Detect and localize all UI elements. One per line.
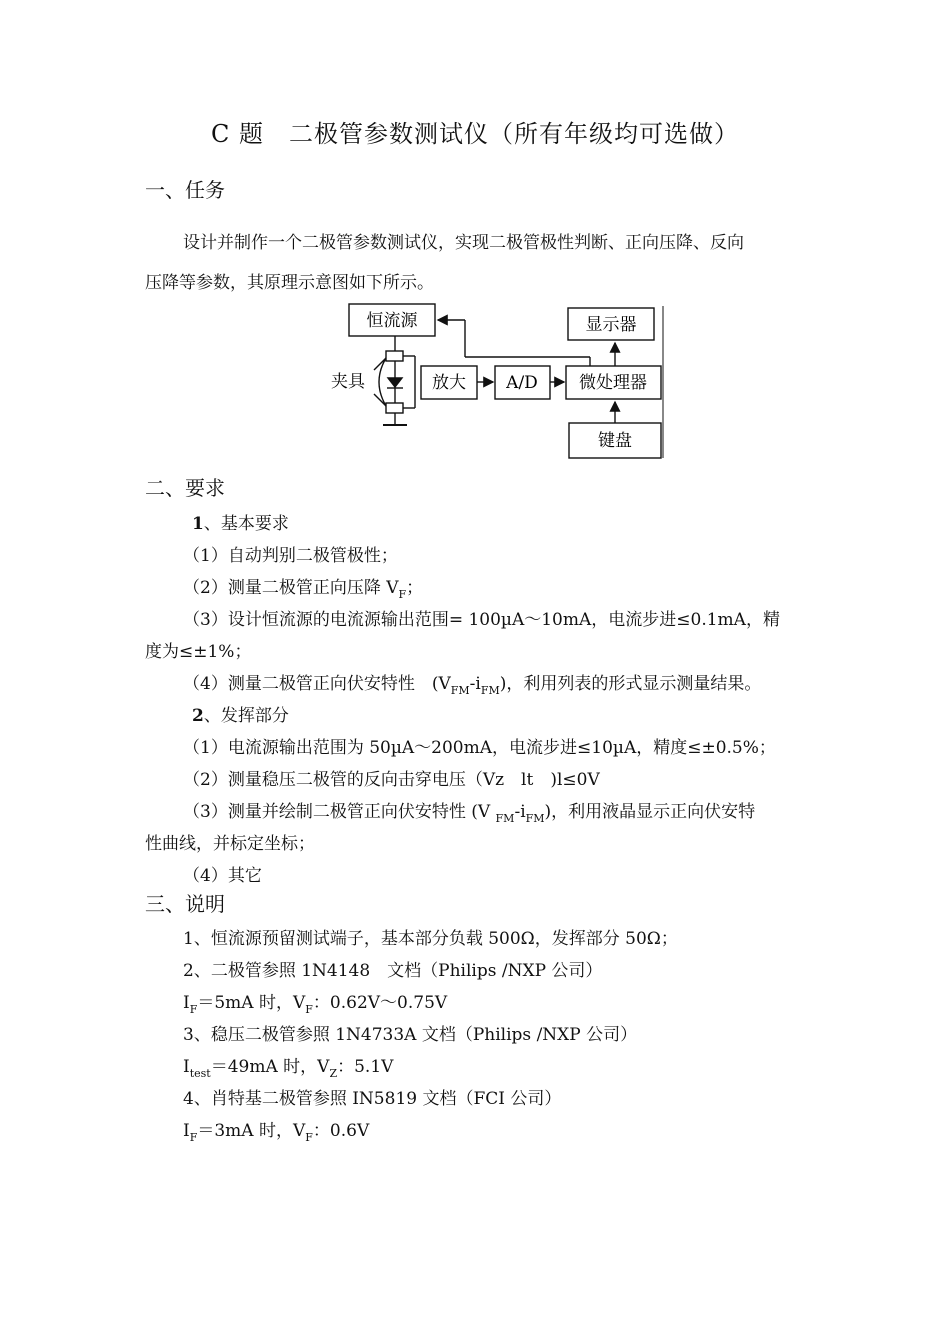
note-4-spec bbox=[183, 1116, 369, 1144]
note-1: 1、恒流源预留测试端子，基本部分负载 500Ω，发挥部分 50Ω； bbox=[183, 929, 678, 949]
task-paragraph-line2: 压降等参数，其原理示意图如下所示。 bbox=[145, 273, 434, 293]
clamp-label: 夹具 bbox=[331, 372, 365, 392]
note-3-spec bbox=[183, 1052, 393, 1080]
amplifier-label: 放大 bbox=[432, 373, 466, 393]
note-2-spec-b: ＝5mA 时，V bbox=[197, 993, 306, 1013]
keyboard-label: 键盘 bbox=[598, 431, 632, 451]
extended-item-3-mid: -i bbox=[514, 802, 526, 822]
note-2-spec bbox=[183, 988, 447, 1016]
basic-requirements-heading bbox=[192, 509, 289, 534]
note-3-spec-a-sub: test bbox=[189, 1067, 211, 1080]
note-3: 3、稳压二极管参照 1N4733A 文档（Philips /NXP 公司） bbox=[183, 1025, 638, 1045]
display-label: 显示器 bbox=[585, 315, 637, 335]
block-diagram bbox=[320, 298, 670, 464]
note-4-spec-b: ＝3mA 时，V bbox=[197, 1121, 306, 1141]
note-4-spec-b-sub: F bbox=[305, 1131, 313, 1144]
extended-heading-number: 2 bbox=[192, 706, 204, 726]
basic-item-4-sub2: FM bbox=[480, 684, 500, 697]
task-paragraph-line1: 设计并制作一个二极管参数测试仪，实现二极管极性判断、正向压降、反向 bbox=[183, 233, 744, 253]
basic-item-3-line1: （3）设计恒流源的电流源输出范围= 100µA～10mA，电流步进≤0.1mA，精 bbox=[183, 610, 780, 630]
note-3-spec-b-sub: Z bbox=[329, 1067, 338, 1080]
note-2-spec-a-sub: F bbox=[189, 1003, 198, 1016]
basic-item-4-end: )，利用列表的形式显示测量结果。 bbox=[499, 674, 762, 694]
basic-item-2 bbox=[183, 573, 423, 601]
section-heading-requirements: 二、要求 bbox=[145, 476, 225, 500]
note-3-spec-a: I bbox=[183, 1057, 190, 1077]
basic-heading-text: 、基本要求 bbox=[203, 514, 289, 534]
section-heading-notes: 三、说明 bbox=[145, 892, 225, 916]
note-2-spec-c: ：0.62V～0.75V bbox=[312, 993, 448, 1013]
basic-heading-number: 1 bbox=[192, 514, 204, 534]
basic-item-3-line2: 度为≤±1%； bbox=[145, 642, 252, 662]
extended-item-3-sub1: FM bbox=[495, 812, 515, 825]
extended-item-2: （2）测量稳压二极管的反向击穿电压（Vz lt )l≤0V bbox=[183, 770, 600, 790]
note-4-spec-c: ：0.6V bbox=[312, 1121, 370, 1141]
extended-item-3-sub2: FM bbox=[525, 812, 545, 825]
extended-item-3-text: （3）测量并绘制二极管正向伏安特性 (V bbox=[183, 802, 496, 822]
extended-item-3-line2: 性曲线，并标定坐标； bbox=[145, 834, 315, 854]
extended-heading-text: 、发挥部分 bbox=[203, 706, 289, 726]
section-heading-task: 一、任务 bbox=[145, 178, 225, 202]
basic-item-2-subscript: F bbox=[398, 588, 407, 601]
note-4-spec-a-sub: F bbox=[189, 1131, 198, 1144]
note-4-spec-a: I bbox=[183, 1121, 190, 1141]
extended-item-4: （4）其它 bbox=[183, 866, 262, 886]
note-3-spec-c: ：5.1V bbox=[337, 1057, 394, 1077]
note-3-spec-b: ＝49mA 时，V bbox=[210, 1057, 330, 1077]
basic-item-4 bbox=[183, 669, 761, 697]
current-source-label: 恒流源 bbox=[366, 311, 418, 331]
basic-item-2-text: （2）测量二极管正向压降 V bbox=[183, 578, 399, 598]
mcu-label: 微处理器 bbox=[579, 373, 647, 393]
extended-item-1: （1）电流源输出范围为 50µA～200mA，电流步进≤10µA，精度≤±0.5%； bbox=[183, 738, 776, 758]
basic-item-4-text: （4）测量二极管正向伏安特性 (V bbox=[183, 674, 451, 694]
document-title: C 题 二极管参数测试仪（所有年级均可选做） bbox=[211, 120, 739, 148]
extended-item-3-end: )，利用液晶显示正向伏安特 bbox=[544, 802, 756, 822]
note-2-spec-a: I bbox=[183, 993, 190, 1013]
basic-item-1: （1）自动判别二极管极性； bbox=[183, 546, 398, 566]
basic-item-4-sub1: FM bbox=[450, 684, 470, 697]
note-2: 2、二极管参照 1N4148 文档（Philips /NXP 公司） bbox=[183, 961, 603, 981]
extended-item-3 bbox=[183, 797, 755, 825]
basic-item-4-mid: -i bbox=[469, 674, 481, 694]
note-4: 4、肖特基二极管参照 IN5819 文档（FCI 公司） bbox=[183, 1089, 562, 1109]
basic-item-2-end: ； bbox=[406, 578, 424, 598]
extended-requirements-heading bbox=[192, 701, 289, 726]
note-2-spec-b-sub: F bbox=[305, 1003, 313, 1016]
adc-label: A/D bbox=[506, 373, 538, 393]
